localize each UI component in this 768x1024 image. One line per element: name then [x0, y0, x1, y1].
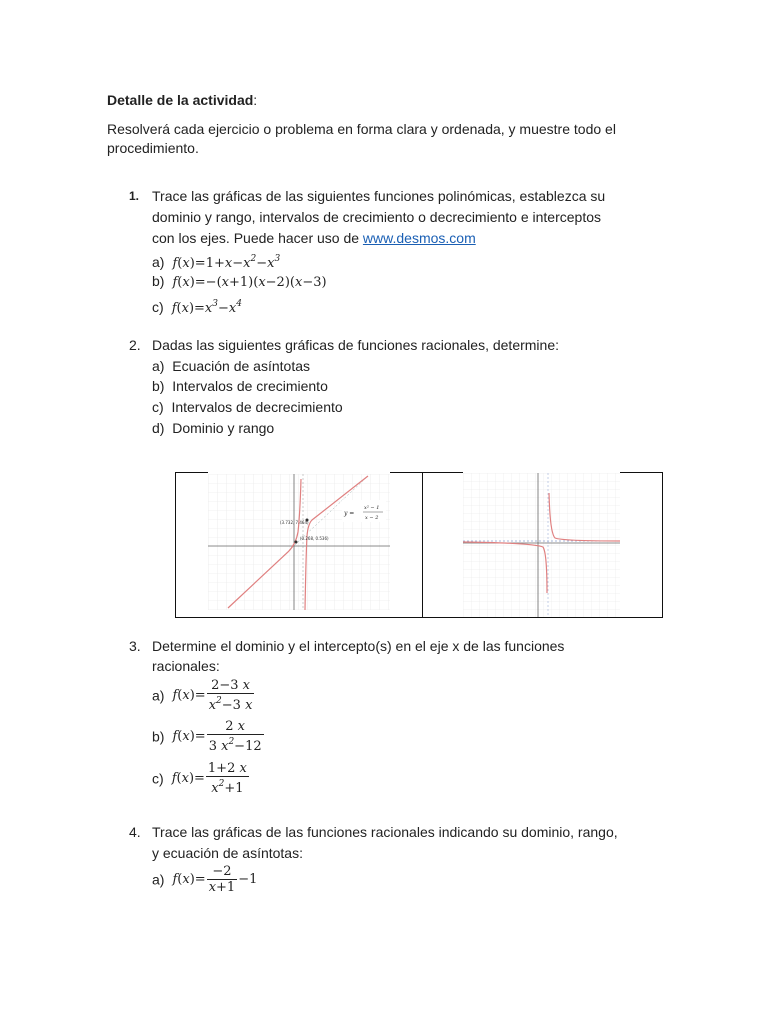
left-equation-num: x² − 1: [364, 505, 380, 511]
equation-1a: $f(x)=1+x-x^2-x^3$: [168, 254, 281, 271]
item-2-sub-b-letter: b): [152, 378, 165, 394]
item-3-sub-a: [152, 678, 255, 713]
graph-left: [208, 474, 390, 610]
item-4-number: 4.: [129, 824, 141, 840]
item-1-sub-b: [152, 271, 327, 293]
item-1-line-3: [152, 228, 476, 249]
item-2-line-1: Dadas las siguientes gráficas de funciones racionales, determine:: [152, 337, 560, 353]
item-1-line-3-text: con los ejes. Puede hacer uso de: [152, 230, 363, 246]
item-3-sub-b: [152, 719, 265, 754]
item-3-line-2: racionales:: [152, 658, 220, 674]
item-4-sub-a: [152, 864, 257, 895]
equation-3a: f(x)= $\frac{2-3 x}{x^2-3 x}$: [168, 678, 253, 713]
left-point-min: [295, 541, 298, 544]
left-label-1: (3.732, 7.464): [280, 520, 309, 525]
heading-label: Detalle de la actividad: [107, 92, 254, 108]
item-3-line-1: Determine el dominio y el intercepto(s) en el eje x de las funciones: [152, 638, 565, 654]
item-2-sub-a-text: Ecuación de asíntotas: [172, 358, 310, 374]
item-2-sub-a: [152, 356, 310, 377]
item-2-sub-d-text: Dominio y rango: [172, 420, 275, 436]
item-1-sub-b-letter: b): [152, 273, 165, 289]
item-2-sub-c-letter: c): [152, 399, 164, 415]
item-1-sub-c-letter: c): [152, 299, 164, 315]
item-2-sub-a-letter: a): [152, 358, 165, 374]
item-2-number: 2.: [129, 337, 141, 353]
left-equation-y: y =: [344, 510, 355, 517]
item-4-line-1: Trace las gráficas de las funciones racionales indicando su dominio, rango,: [152, 824, 618, 840]
item-2-sub-b-text: Intervalos de crecimiento: [172, 378, 328, 394]
graph-right: [463, 473, 620, 617]
equation-1c: $f(x)=x^3-x^4$: [167, 299, 242, 316]
desmos-link[interactable]: www.desmos.com: [362, 230, 476, 246]
item-3-sub-c: [152, 761, 250, 796]
item-2-sub-c-text: Intervalos de decrecimiento: [171, 399, 343, 415]
graphs-divider: [422, 473, 423, 617]
equation-3b: f(x)= $\frac{2 x}{3 x^2-12}$: [168, 719, 262, 754]
item-4-sub-a-letter: a): [152, 871, 165, 888]
equation-4a: f(x)= $\frac{-2}{x+1}$ −1: [168, 864, 258, 895]
intro-paragraph: Resolverá cada ejercicio o problema en forma clara y ordenada, y muestre todo el procedimiento.: [107, 121, 616, 156]
item-3-number: 3.: [129, 638, 141, 654]
left-equation-den: x − 2: [365, 515, 379, 521]
item-2-sub-c: [152, 397, 343, 418]
item-1-line-2: dominio y rango, intervalos de crecimiento o decrecimiento e interceptos: [152, 209, 602, 225]
item-1-number: 1.: [129, 189, 140, 203]
equation-3c: f(x)= $\frac{1+2 x}{x^2+1}$: [167, 761, 247, 796]
item-4-line-2: y ecuación de asíntotas:: [152, 845, 303, 861]
item-2-sub-d-letter: d): [152, 420, 165, 436]
equation-1b: f(x)=−(x+1)(x−2)(x−3): [168, 275, 327, 290]
graphs-table: [175, 472, 663, 618]
item-3-sub-a-letter: a): [152, 687, 165, 704]
item-2-sub-d: [152, 418, 274, 439]
left-label-2: (0.268, 0.536): [300, 536, 329, 541]
heading-colon: :: [253, 92, 258, 108]
item-1-line-1: Trace las gráficas de las siguientes funciones polinómicas, establezca su: [152, 188, 606, 204]
item-3-sub-c-letter: c): [152, 770, 164, 787]
item-2-sub-b: [152, 376, 328, 397]
item-1-sub-a-letter: a): [152, 254, 165, 270]
activity-heading: [107, 92, 257, 108]
item-3-sub-b-letter: b): [152, 728, 165, 745]
item-1-sub-c: [152, 294, 242, 319]
